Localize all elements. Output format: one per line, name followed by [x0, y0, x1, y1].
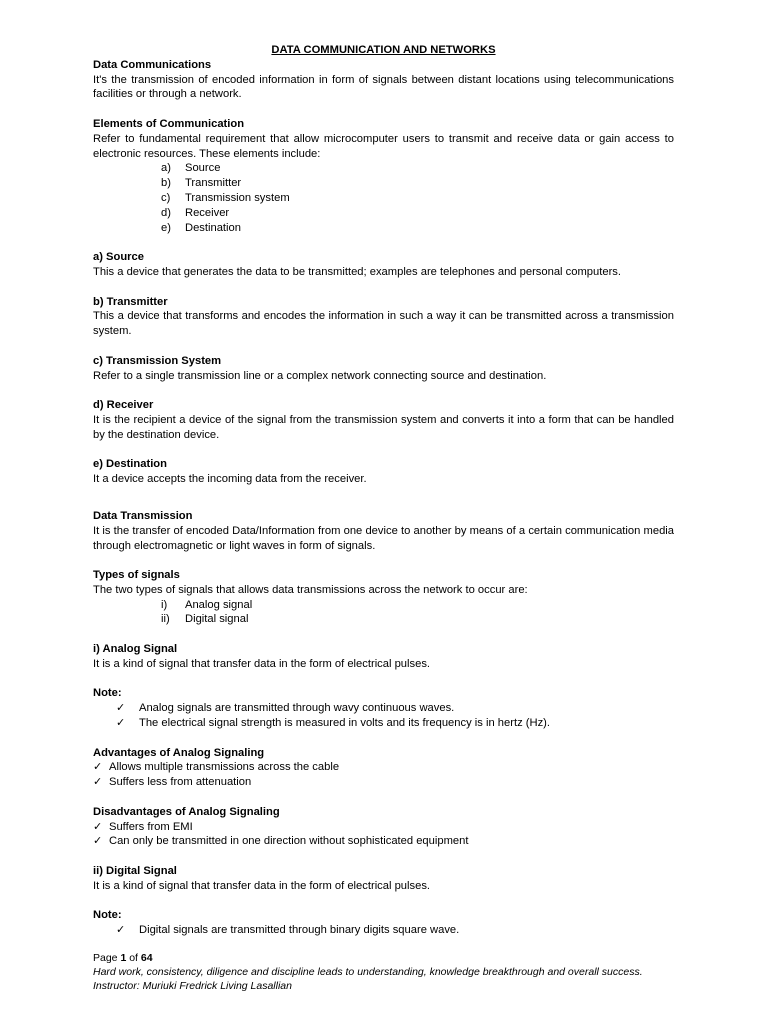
- list-item: e) Destination: [161, 221, 241, 234]
- page-number: Page 1 of 64: [93, 952, 153, 964]
- note-analog-list: [93, 701, 674, 731]
- signal-types-list: [93, 598, 674, 628]
- heading-receiver: d) Receiver: [93, 399, 154, 412]
- heading-elements: Elements of Communication: [93, 117, 245, 130]
- paragraph-receiver: It is the recipient a device of the signal from the transmission system and converts it into a form that can be handled by the destination device.: [93, 413, 674, 441]
- paragraph-transmitter: This a device that transforms and encodes the information in such a way it can be transmitted across a transmission system.: [93, 310, 674, 338]
- note-digital-list: [93, 923, 674, 938]
- list-item: c) Transmission system: [161, 191, 290, 204]
- footer-motto: Hard work, consistency, diligence and discipline leads to understanding, knowledge breakthrough and overall success.: [93, 966, 643, 978]
- paragraph-elements: Refer to fundamental requirement that allow microcomputer users to transmit and receive data or gain access to electronic resources. These elements include:: [93, 132, 674, 160]
- list-item: i) Analog signal: [161, 598, 253, 611]
- paragraph-types-of-signals: The two types of signals that allows data transmissions across the network to occur are:: [93, 583, 528, 596]
- check-icon: ✓: [93, 776, 103, 789]
- footer-instructor: Instructor: Muriuki Fredrick Living Lasallian: [93, 980, 292, 992]
- heading-destination: e) Destination: [93, 458, 167, 471]
- check-icon: ✓: [93, 820, 103, 833]
- check-icon: ✓: [93, 835, 103, 848]
- check-icon: ✓: [116, 717, 126, 730]
- list-item: ✓ Digital signals are transmitted through binary digits square wave.: [116, 924, 460, 937]
- list-item: a) Source: [161, 162, 221, 175]
- heading-note-analog: Note:: [93, 687, 122, 700]
- paragraph-digital-signal: It is a kind of signal that transfer data in the form of electrical pulses.: [93, 879, 431, 892]
- paragraph-transmission-system: Refer to a single transmission line or a complex network connecting source and destination.: [93, 369, 547, 382]
- list-item: ✓ The electrical signal strength is measured in volts and its frequency is in hertz (Hz).: [116, 717, 551, 730]
- paragraph-data-transmission: It is the transfer of encoded Data/Information from one device to another by means of a certain communication media through electromagnetic or light waves in form of signals.: [93, 524, 674, 552]
- elements-list: [93, 161, 674, 235]
- page-footer: [93, 951, 643, 993]
- check-icon: ✓: [116, 924, 126, 937]
- heading-types-of-signals: Types of signals: [93, 569, 180, 582]
- check-icon: ✓: [93, 761, 103, 774]
- heading-source: a) Source: [93, 251, 144, 264]
- disadvantages-analog-list: [93, 820, 674, 850]
- heading-transmitter: b) Transmitter: [93, 295, 168, 308]
- document-body: [93, 43, 674, 938]
- paragraph-analog-signal: It is a kind of signal that transfer data in the form of electrical pulses.: [93, 657, 431, 670]
- list-item: b) Transmitter: [161, 177, 242, 190]
- paragraph-source: This a device that generates the data to be transmitted; examples are telephones and personal computers.: [93, 265, 621, 278]
- heading-advantages-analog: Advantages of Analog Signaling: [93, 746, 265, 759]
- heading-data-communications: Data Communications: [93, 58, 212, 71]
- list-item: ✓ Suffers from EMI: [93, 820, 193, 833]
- list-item: ✓ Suffers less from attenuation: [93, 776, 252, 789]
- heading-data-transmission: Data Transmission: [93, 509, 193, 522]
- list-item: ✓ Can only be transmitted in one direction without sophisticated equipment: [93, 835, 469, 848]
- paragraph-destination: It a device accepts the incoming data from the receiver.: [93, 473, 367, 486]
- list-item: ✓ Allows multiple transmissions across the cable: [93, 761, 340, 774]
- paragraph-data-communications: It's the transmission of encoded information in form of signals between distant locations using telecommunications facilities or through a network.: [93, 73, 674, 101]
- check-icon: ✓: [116, 702, 126, 715]
- heading-analog-signal: i) Analog Signal: [93, 643, 178, 656]
- list-item: ii) Digital signal: [161, 613, 249, 626]
- heading-digital-signal: ii) Digital Signal: [93, 865, 177, 878]
- list-item: ✓ Analog signals are transmitted through wavy continuous waves.: [116, 702, 455, 715]
- page-title: DATA COMMUNICATION AND NETWORKS: [271, 44, 496, 56]
- list-item: d) Receiver: [161, 206, 230, 219]
- heading-note-digital: Note:: [93, 909, 122, 922]
- heading-disadvantages-analog: Disadvantages of Analog Signaling: [93, 805, 280, 818]
- advantages-analog-list: [93, 760, 674, 790]
- heading-transmission-system: c) Transmission System: [93, 354, 222, 367]
